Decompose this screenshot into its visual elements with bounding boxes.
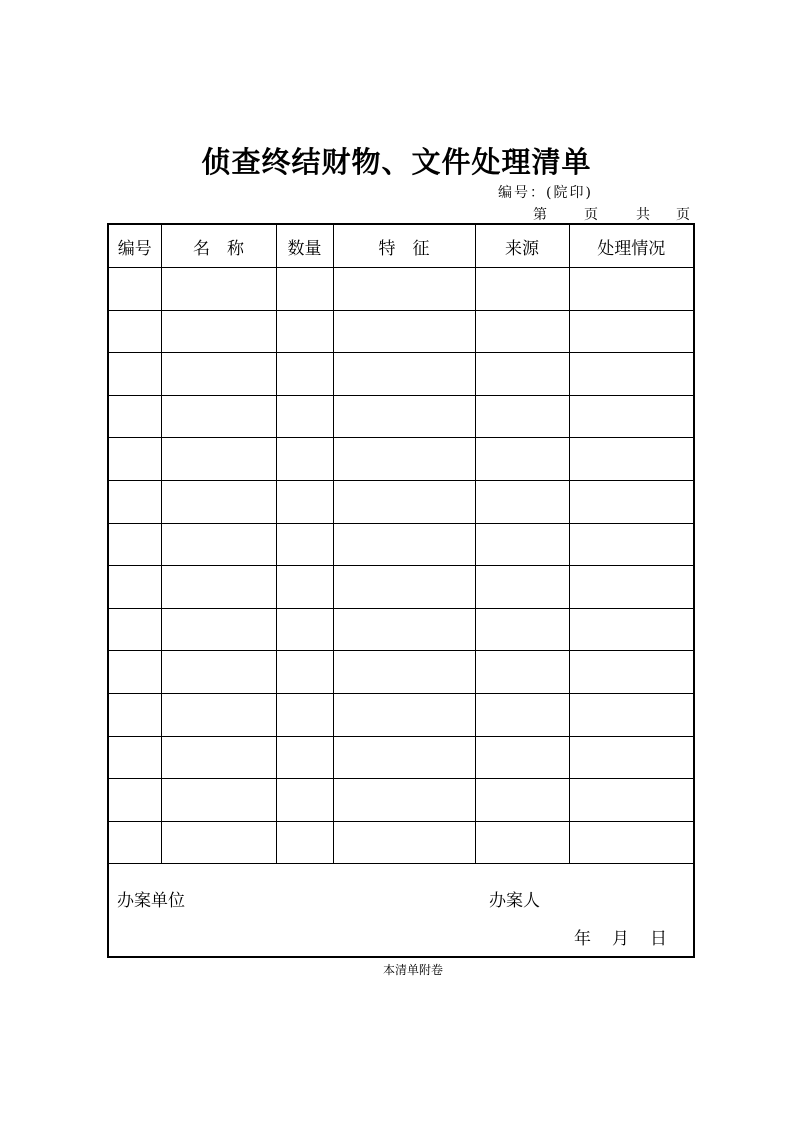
table-cell[interactable] [475,736,569,779]
date-month-label: 月 [612,929,629,950]
table-cell[interactable] [161,480,276,523]
signature-row [108,864,694,958]
table-cell[interactable] [569,651,694,694]
total-suffix: 页 [676,207,690,223]
table-cell[interactable] [108,310,161,353]
table-row [108,608,694,651]
table-row [108,523,694,566]
table-cell[interactable] [108,523,161,566]
table-row [108,480,694,523]
header-disposition: 处理情况 [569,224,694,268]
table-cell[interactable] [569,693,694,736]
table-cell[interactable] [276,523,333,566]
table-cell[interactable] [569,736,694,779]
table-cell[interactable] [569,779,694,822]
handling-unit-label: 办案单位 [117,891,185,912]
table-cell[interactable] [161,779,276,822]
table-cell[interactable] [108,693,161,736]
attachment-note: 本清单附卷 [382,963,443,977]
table-row [108,736,694,779]
table-cell[interactable] [569,395,694,438]
header-number: 编号 [108,224,161,268]
table-cell[interactable] [333,693,475,736]
table-body [108,268,694,864]
table-cell[interactable] [333,268,475,311]
table-cell[interactable] [333,651,475,694]
table-cell[interactable] [276,608,333,651]
table-row [108,395,694,438]
table-cell[interactable] [276,566,333,609]
table-cell[interactable] [333,821,475,864]
header-quantity: 数量 [276,224,333,268]
date-year-label: 年 [574,929,591,950]
table-cell[interactable] [161,821,276,864]
date-day-label: 日 [650,929,667,950]
table-cell[interactable] [333,779,475,822]
table-cell[interactable] [333,566,475,609]
table-cell[interactable] [108,438,161,481]
table-cell[interactable] [161,608,276,651]
table-cell[interactable] [161,736,276,779]
table-cell[interactable] [569,353,694,396]
table-cell[interactable] [333,438,475,481]
header-name: 名 称 [161,224,276,268]
table-cell[interactable] [569,268,694,311]
table-cell[interactable] [108,353,161,396]
table-cell[interactable] [569,608,694,651]
table-cell[interactable] [161,310,276,353]
table-cell[interactable] [276,779,333,822]
table-cell[interactable] [276,268,333,311]
table-cell[interactable] [475,693,569,736]
page-title: 侦查终结财物、文件处理清单 [201,145,592,179]
table-cell[interactable] [108,821,161,864]
table-cell[interactable] [108,608,161,651]
table-cell[interactable] [276,480,333,523]
table-cell[interactable] [333,353,475,396]
table-cell[interactable] [475,438,569,481]
page-prefix: 第 [533,207,547,223]
table-cell[interactable] [475,608,569,651]
table-cell[interactable] [475,779,569,822]
table-cell[interactable] [161,353,276,396]
table-cell[interactable] [569,566,694,609]
table-row [108,651,694,694]
table-cell[interactable] [276,693,333,736]
table-row [108,779,694,822]
table-row [108,310,694,353]
table-cell[interactable] [569,438,694,481]
table-cell[interactable] [333,395,475,438]
table-cell[interactable] [108,480,161,523]
signature-cell [108,864,694,958]
table-cell[interactable] [475,821,569,864]
table-cell[interactable] [161,523,276,566]
table-cell[interactable] [569,480,694,523]
table-cell[interactable] [475,395,569,438]
serial-number-label: 编号：(院印) [498,185,593,201]
header-source: 来源 [475,224,569,268]
table-cell[interactable] [276,395,333,438]
table-cell[interactable] [569,821,694,864]
table-cell[interactable] [276,438,333,481]
table-cell[interactable] [475,523,569,566]
table-cell[interactable] [333,310,475,353]
table-cell[interactable] [161,395,276,438]
table-cell[interactable] [276,821,333,864]
table-row [108,566,694,609]
header-features: 特 征 [333,224,475,268]
table-cell[interactable] [108,779,161,822]
total-prefix: 共 [636,207,650,223]
table-row [108,438,694,481]
table-cell[interactable] [108,651,161,694]
table-cell[interactable] [276,736,333,779]
table-cell[interactable] [475,353,569,396]
table-cell[interactable] [108,395,161,438]
table-cell[interactable] [569,523,694,566]
table-cell[interactable] [108,268,161,311]
table-cell[interactable] [475,651,569,694]
table-cell[interactable] [475,480,569,523]
table-cell[interactable] [161,651,276,694]
table-cell[interactable] [276,310,333,353]
table-cell[interactable] [569,310,694,353]
table-row [108,821,694,864]
table-cell[interactable] [108,566,161,609]
table-cell[interactable] [333,523,475,566]
table-cell[interactable] [333,480,475,523]
table-header-row [108,224,694,268]
table-cell[interactable] [161,693,276,736]
page-suffix: 页 [584,207,598,223]
handling-person-label: 办案人 [489,891,540,912]
table-row [108,353,694,396]
table-cell[interactable] [108,736,161,779]
table-cell[interactable] [161,268,276,311]
table-cell[interactable] [161,438,276,481]
table-cell[interactable] [475,566,569,609]
items-table [107,223,695,958]
table-row [108,693,694,736]
table-cell[interactable] [333,608,475,651]
table-cell[interactable] [161,566,276,609]
table-cell[interactable] [333,736,475,779]
table-cell[interactable] [276,353,333,396]
table-cell[interactable] [276,651,333,694]
table-cell[interactable] [475,268,569,311]
table-cell[interactable] [475,310,569,353]
table-row [108,268,694,311]
